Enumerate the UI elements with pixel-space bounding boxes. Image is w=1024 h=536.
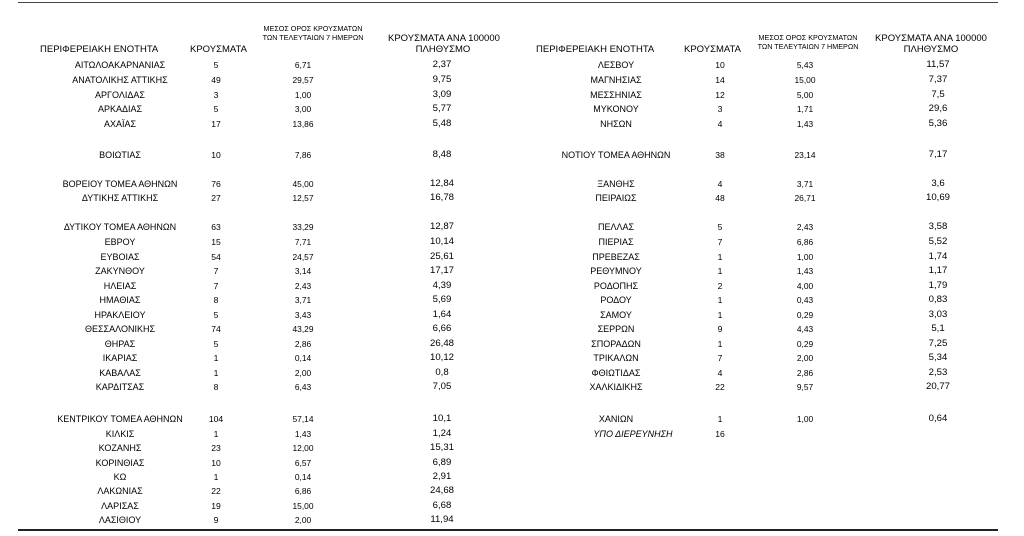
cases-cell: 1 xyxy=(213,368,219,378)
avg7-cell: 0,29 xyxy=(796,310,814,320)
per100k-cell: 17,17 xyxy=(429,265,454,276)
avg7-cell: 6,86 xyxy=(294,486,312,496)
header-per100k-line1: ΚΡΟΥΣΜΑΤΑ ΑΝΑ 100000 xyxy=(875,33,987,44)
region-cell: ΚΟΡΙΝΘΙΑΣ xyxy=(95,458,145,468)
per100k-cell: 15,31 xyxy=(429,442,454,453)
per100k-cell: 26,48 xyxy=(429,338,454,349)
cases-cell: 49 xyxy=(211,75,221,85)
avg7-cell: 1,00 xyxy=(796,252,814,262)
avg7-cell: 12,57 xyxy=(292,193,314,203)
avg7-cell: 23,14 xyxy=(794,150,816,160)
avg7-cell: 1,71 xyxy=(796,104,814,114)
per100k-cell: 7,25 xyxy=(928,338,948,349)
per100k-cell: 5,77 xyxy=(432,103,452,114)
cases-cell: 10 xyxy=(211,458,221,468)
per100k-cell: 3,03 xyxy=(928,309,948,320)
table-row xyxy=(0,88,512,102)
region-cell: ΘΕΣΣΑΛΟΝΙΚΗΣ xyxy=(84,324,156,334)
region-cell: ΜΕΣΣΗΝΙΑΣ xyxy=(590,90,642,100)
top-rule xyxy=(18,2,998,3)
region-cell: ΕΒΡΟΥ xyxy=(104,237,136,247)
per100k-cell: 6,66 xyxy=(432,323,452,334)
region-cell: ΜΑΓΝΗΣΙΑΣ xyxy=(590,75,642,85)
header-region-right: ΠΕΡΙΦΕΡΕΙΑΚΗ ΕΝΟΤΗΤΑ xyxy=(536,44,655,55)
region-cell: ΛΑΚΩΝΙΑΣ xyxy=(97,486,143,496)
avg7-cell: 3,71 xyxy=(294,295,312,305)
table-row xyxy=(0,351,512,365)
table-row xyxy=(0,220,512,234)
cases-cell: 5 xyxy=(717,222,723,232)
per100k-cell: 6,68 xyxy=(432,500,452,511)
per100k-cell: 10,12 xyxy=(429,352,454,363)
cases-cell: 1 xyxy=(717,295,723,305)
region-cell: ΛΑΡΙΣΑΣ xyxy=(101,501,139,511)
cases-cell: 8 xyxy=(213,382,219,392)
header-per100k-line1: ΚΡΟΥΣΜΑΤΑ ΑΝΑ 100000 xyxy=(388,33,500,44)
avg7-cell: 2,00 xyxy=(294,368,312,378)
region-cell: ΥΠΟ ΔΙΕΡΕΥΝΗΣΗ xyxy=(593,429,673,439)
table-row xyxy=(0,308,512,322)
table-row xyxy=(512,58,1024,72)
cases-cell: 5 xyxy=(213,60,219,70)
cases-cell: 9 xyxy=(717,324,723,334)
cases-cell: 54 xyxy=(211,252,221,262)
cases-cell: 1 xyxy=(213,429,219,439)
per100k-cell: 11,94 xyxy=(430,514,454,525)
per100k-cell: 5,52 xyxy=(928,236,948,247)
header-avg7 xyxy=(258,24,368,42)
per100k-cell: 2,91 xyxy=(432,471,452,482)
region-cell: ΦΘΙΩΤΙΔΑΣ xyxy=(591,368,641,378)
per100k-cell: 1,24 xyxy=(432,428,452,439)
avg7-cell: 43,29 xyxy=(292,324,314,334)
cases-cell: 19 xyxy=(211,501,221,511)
per100k-cell: 12,87 xyxy=(429,221,454,232)
cases-cell: 7 xyxy=(717,353,723,363)
region-cell: ΑΡΚΑΔΙΑΣ xyxy=(97,104,143,114)
region-cell: ΑΙΤΩΛΟΑΚΑΡΝΑΝΙΑΣ xyxy=(74,60,166,70)
header-avg7-line2: ΤΩΝ ΤΕΛΕΥΤΑΙΩΝ 7 ΗΜΕΡΩΝ xyxy=(757,42,859,51)
avg7-cell: 6,43 xyxy=(294,382,312,392)
table-row xyxy=(0,293,512,307)
per100k-cell: 5,34 xyxy=(928,352,948,363)
per100k-cell: 3,09 xyxy=(432,89,452,100)
avg7-cell: 2,86 xyxy=(796,368,814,378)
avg7-cell: 3,14 xyxy=(294,266,312,276)
per100k-cell: 7,37 xyxy=(928,74,948,85)
cases-cell: 3 xyxy=(213,90,219,100)
avg7-cell: 7,71 xyxy=(294,237,312,247)
avg7-cell: 33,29 xyxy=(292,222,314,232)
avg7-cell: 15,00 xyxy=(794,75,816,85)
cases-cell: 1 xyxy=(717,252,723,262)
avg7-cell: 0,43 xyxy=(796,295,814,305)
cases-cell: 1 xyxy=(717,310,723,320)
region-cell: ΚΩ xyxy=(113,472,127,482)
table-row xyxy=(512,88,1024,102)
per100k-cell: 25,61 xyxy=(429,251,454,262)
region-cell: ΑΧΑΪΑΣ xyxy=(103,119,137,129)
avg7-cell: 12,00 xyxy=(292,443,314,453)
region-cell: ΡΟΔΟΠΗΣ xyxy=(593,281,639,291)
cases-cell: 10 xyxy=(715,60,725,70)
cases-cell: 14 xyxy=(715,75,725,85)
avg7-cell: 4,43 xyxy=(796,324,814,334)
table-row xyxy=(512,148,1024,162)
per100k-cell: 1,79 xyxy=(928,280,948,291)
avg7-cell: 2,43 xyxy=(294,281,312,291)
table-row xyxy=(512,427,1024,441)
region-cell: ΧΑΛΚΙΔΙΚΗΣ xyxy=(589,382,643,392)
avg7-cell: 57,14 xyxy=(292,414,314,424)
header-per100k-line2: ΠΛΗΘΥΣΜΟ xyxy=(903,44,959,55)
table-row xyxy=(0,456,512,470)
table-row xyxy=(0,484,512,498)
table-row xyxy=(512,191,1024,205)
region-cell: ΠΙΕΡΙΑΣ xyxy=(598,237,634,247)
cases-cell: 7 xyxy=(213,266,219,276)
avg7-cell: 0,29 xyxy=(796,339,814,349)
region-cell: ΔΥΤΙΚΟΥ ΤΟΜΕΑ ΑΘΗΝΩΝ xyxy=(63,222,177,232)
header-avg7-line1: ΜΕΣΟΣ ΟΡΟΣ ΚΡΟΥΣΜΑΤΩΝ xyxy=(758,33,858,42)
cases-cell: 5 xyxy=(213,310,219,320)
header-avg7-line2: ΤΩΝ ΤΕΛΕΥΤΑΙΩΝ 7 ΗΜΕΡΩΝ xyxy=(262,33,364,42)
table-row xyxy=(512,351,1024,365)
per100k-cell: 10,1 xyxy=(432,413,452,424)
table-row xyxy=(512,102,1024,116)
header-avg7-line1: ΜΕΣΟΣ ΟΡΟΣ ΚΡΟΥΣΜΑΤΩΝ xyxy=(263,24,363,33)
cases-cell: 17 xyxy=(211,119,221,129)
avg7-cell: 2,00 xyxy=(796,353,814,363)
cases-cell: 22 xyxy=(715,382,725,392)
header-region: ΠΕΡΙΦΕΡΕΙΑΚΗ ΕΝΟΤΗΤΑ xyxy=(40,44,159,55)
avg7-cell: 5,43 xyxy=(796,60,814,70)
table-row xyxy=(0,412,512,426)
region-cell: ΛΑΣΙΘΙΟΥ xyxy=(98,515,142,525)
table-row xyxy=(0,366,512,380)
avg7-cell: 3,43 xyxy=(294,310,312,320)
region-cell: ΤΡΙΚΑΛΩΝ xyxy=(593,353,639,363)
table-row xyxy=(512,264,1024,278)
per100k-cell: 10,14 xyxy=(429,236,454,247)
table-row xyxy=(0,58,512,72)
table-row xyxy=(0,102,512,116)
cases-cell: 12 xyxy=(715,90,725,100)
region-cell: ΣΕΡΡΩΝ xyxy=(597,324,635,334)
region-cell: ΛΕΣΒΟΥ xyxy=(597,60,635,70)
per100k-cell: 3,58 xyxy=(928,221,948,232)
cases-cell: 74 xyxy=(211,324,221,334)
table-row xyxy=(0,279,512,293)
avg7-cell: 3,00 xyxy=(294,104,312,114)
per100k-cell: 1,64 xyxy=(432,309,452,320)
cases-cell: 8 xyxy=(213,295,219,305)
region-cell: ΝΗΣΩΝ xyxy=(600,119,632,129)
cases-cell: 38 xyxy=(715,150,725,160)
cases-cell: 15 xyxy=(211,237,221,247)
table-row xyxy=(512,337,1024,351)
table-row xyxy=(512,117,1024,131)
table-row xyxy=(512,366,1024,380)
per100k-cell: 12,84 xyxy=(429,178,454,189)
region-cell: ΘΗΡΑΣ xyxy=(104,339,136,349)
cases-cell: 10 xyxy=(211,150,221,160)
region-cell: ΑΡΓΟΛΙΔΑΣ xyxy=(95,90,145,100)
per100k-cell: 10,69 xyxy=(925,192,950,203)
per100k-cell: 4,39 xyxy=(432,280,452,291)
cases-cell: 76 xyxy=(211,179,221,189)
per100k-cell: 16,78 xyxy=(429,192,454,203)
header-cases: ΚΡΟΥΣΜΑΤΑ xyxy=(190,44,247,55)
region-cell: ΖΑΚΥΝΘΟΥ xyxy=(95,266,145,276)
cases-cell: 7 xyxy=(213,281,219,291)
region-cell: ΚΑΒΑΛΑΣ xyxy=(99,368,141,378)
cases-cell: 48 xyxy=(715,193,725,203)
region-cell: ΡΟΔΟΥ xyxy=(600,295,632,305)
header-avg7-right xyxy=(752,33,864,51)
bottom-rule xyxy=(18,529,998,531)
region-cell: ΙΚΑΡΙΑΣ xyxy=(102,353,138,363)
table-row xyxy=(0,470,512,484)
header-per100k-right xyxy=(872,33,990,55)
avg7-cell: 1,43 xyxy=(796,119,814,129)
cases-cell: 1 xyxy=(717,266,723,276)
cases-cell: 1 xyxy=(717,339,723,349)
cases-cell: 104 xyxy=(208,414,224,424)
avg7-cell: 9,57 xyxy=(796,382,814,392)
avg7-cell: 6,86 xyxy=(796,237,814,247)
cases-cell: 1 xyxy=(213,353,219,363)
per100k-cell: 7,5 xyxy=(931,89,945,100)
per100k-cell: 1,17 xyxy=(928,265,948,276)
per100k-cell: 5,48 xyxy=(432,118,452,129)
cases-cell: 1 xyxy=(717,414,723,424)
per100k-cell: 1,74 xyxy=(928,251,948,262)
avg7-cell: 6,57 xyxy=(294,458,312,468)
table-row xyxy=(0,177,512,191)
region-cell: ΒΟΡΕΙΟΥ ΤΟΜΕΑ ΑΘΗΝΩΝ xyxy=(62,179,178,189)
table-row xyxy=(0,322,512,336)
table-row xyxy=(0,499,512,513)
table-row xyxy=(0,264,512,278)
cases-cell: 23 xyxy=(211,443,221,453)
header-cases-right: ΚΡΟΥΣΜΑΤΑ xyxy=(684,44,741,55)
cases-cell: 16 xyxy=(715,429,725,439)
per100k-cell: 7,05 xyxy=(432,381,452,392)
region-cell: ΠΕΛΛΑΣ xyxy=(597,222,635,232)
region-cell: ΕΥΒΟΙΑΣ xyxy=(100,252,140,262)
table-row xyxy=(0,380,512,394)
avg7-cell: 15,00 xyxy=(292,501,314,511)
avg7-cell: 4,00 xyxy=(796,281,814,291)
table-row xyxy=(0,337,512,351)
avg7-cell: 0,14 xyxy=(294,353,312,363)
region-cell: ΔΥΤΙΚΗΣ ΑΤΤΙΚΗΣ xyxy=(81,193,159,203)
header-per100k xyxy=(388,33,498,55)
cases-cell: 4 xyxy=(717,179,723,189)
region-cell: ΠΕΙΡΑΙΩΣ xyxy=(595,193,637,203)
avg7-cell: 13,86 xyxy=(292,119,314,129)
per100k-cell: 29,6 xyxy=(928,103,948,114)
region-cell: ΚΙΛΚΙΣ xyxy=(105,429,135,439)
region-cell: ΗΛΕΙΑΣ xyxy=(103,281,137,291)
cases-cell: 63 xyxy=(211,222,221,232)
per100k-cell: 2,53 xyxy=(928,367,948,378)
avg7-cell: 45,00 xyxy=(292,179,314,189)
per100k-cell: 5,1 xyxy=(931,323,945,334)
region-cell: ΡΕΘΥΜΝΟΥ xyxy=(590,266,642,276)
table-row xyxy=(0,191,512,205)
table-row xyxy=(0,73,512,87)
avg7-cell: 1,43 xyxy=(796,266,814,276)
per100k-cell: 5,36 xyxy=(928,118,948,129)
region-cell: ΑΝΑΤΟΛΙΚΗΣ ΑΤΤΙΚΗΣ xyxy=(72,75,168,85)
region-cell: ΞΑΝΘΗΣ xyxy=(597,179,635,189)
avg7-cell: 1,00 xyxy=(796,414,814,424)
avg7-cell: 1,43 xyxy=(294,429,312,439)
region-cell: ΧΑΝΙΩΝ xyxy=(598,414,634,424)
cases-cell: 1 xyxy=(213,472,219,482)
per100k-cell: 24,68 xyxy=(429,485,454,496)
region-cell: ΝΟΤΙΟΥ ΤΟΜΕΑ ΑΘΗΝΩΝ xyxy=(561,150,671,160)
region-cell: ΗΡΑΚΛΕΙΟΥ xyxy=(94,310,146,320)
region-cell: ΚΕΝΤΡΙΚΟΥ ΤΟΜΕΑ ΑΘΗΝΩΝ xyxy=(57,414,183,424)
avg7-cell: 1,00 xyxy=(294,90,312,100)
cases-cell: 27 xyxy=(211,193,221,203)
table-row xyxy=(512,293,1024,307)
table-row xyxy=(0,427,512,441)
table-row xyxy=(0,235,512,249)
region-cell: ΚΟΖΑΝΗΣ xyxy=(98,443,142,453)
region-cell: ΜΥΚΟΝΟΥ xyxy=(593,104,639,114)
header-per100k-line2: ΠΛΗΘΥΣΜΟ xyxy=(415,44,471,55)
avg7-cell: 5,00 xyxy=(796,90,814,100)
region-cell: ΠΡΕΒΕΖΑΣ xyxy=(592,252,640,262)
cases-cell: 7 xyxy=(717,237,723,247)
cases-cell: 4 xyxy=(717,368,723,378)
avg7-cell: 6,71 xyxy=(294,60,312,70)
avg7-cell: 26,71 xyxy=(794,193,816,203)
avg7-cell: 2,86 xyxy=(294,339,312,349)
per100k-cell: 6,89 xyxy=(432,457,452,468)
table-row xyxy=(512,235,1024,249)
avg7-cell: 7,86 xyxy=(294,150,312,160)
table-row xyxy=(0,513,512,527)
table-row xyxy=(0,441,512,455)
region-cell: ΗΜΑΘΙΑΣ xyxy=(99,295,141,305)
region-cell: ΒΟΙΩΤΙΑΣ xyxy=(99,150,141,160)
per100k-cell: 0,8 xyxy=(435,367,449,378)
cases-cell: 5 xyxy=(213,339,219,349)
avg7-cell: 2,00 xyxy=(294,515,312,525)
table-row xyxy=(512,308,1024,322)
cases-cell: 4 xyxy=(717,119,723,129)
per100k-cell: 0,64 xyxy=(928,413,948,424)
per100k-cell: 5,69 xyxy=(432,294,452,305)
per100k-cell: 0,83 xyxy=(928,294,948,305)
avg7-cell: 2,43 xyxy=(796,222,814,232)
table-row xyxy=(512,380,1024,394)
avg7-cell: 0,14 xyxy=(294,472,312,482)
table-row xyxy=(512,322,1024,336)
cases-cell: 3 xyxy=(717,104,723,114)
cases-cell: 22 xyxy=(211,486,221,496)
table-row xyxy=(512,220,1024,234)
per100k-cell: 2,37 xyxy=(432,59,452,70)
per100k-cell: 7,17 xyxy=(928,149,948,160)
avg7-cell: 24,57 xyxy=(292,252,314,262)
table-row xyxy=(512,279,1024,293)
per100k-cell: 20,77 xyxy=(925,381,950,392)
region-cell: ΣΠΟΡΑΔΩΝ xyxy=(591,339,641,349)
cases-cell: 9 xyxy=(213,515,219,525)
region-cell: ΣΑΜΟΥ xyxy=(600,310,632,320)
cases-cell: 2 xyxy=(717,281,723,291)
table-row xyxy=(512,73,1024,87)
cases-cell: 5 xyxy=(213,104,219,114)
avg7-cell: 3,71 xyxy=(796,179,814,189)
per100k-cell: 9,75 xyxy=(432,74,452,85)
table-row xyxy=(512,250,1024,264)
per100k-cell: 11,57 xyxy=(926,59,950,70)
avg7-cell: 29,57 xyxy=(292,75,314,85)
per100k-cell: 3,6 xyxy=(931,178,945,189)
region-cell: ΚΑΡΔΙΤΣΑΣ xyxy=(95,382,145,392)
per100k-cell: 8,48 xyxy=(432,149,452,160)
table-row xyxy=(512,412,1024,426)
table-row xyxy=(512,177,1024,191)
table-row xyxy=(0,148,512,162)
table-row xyxy=(0,117,512,131)
table-row xyxy=(0,250,512,264)
